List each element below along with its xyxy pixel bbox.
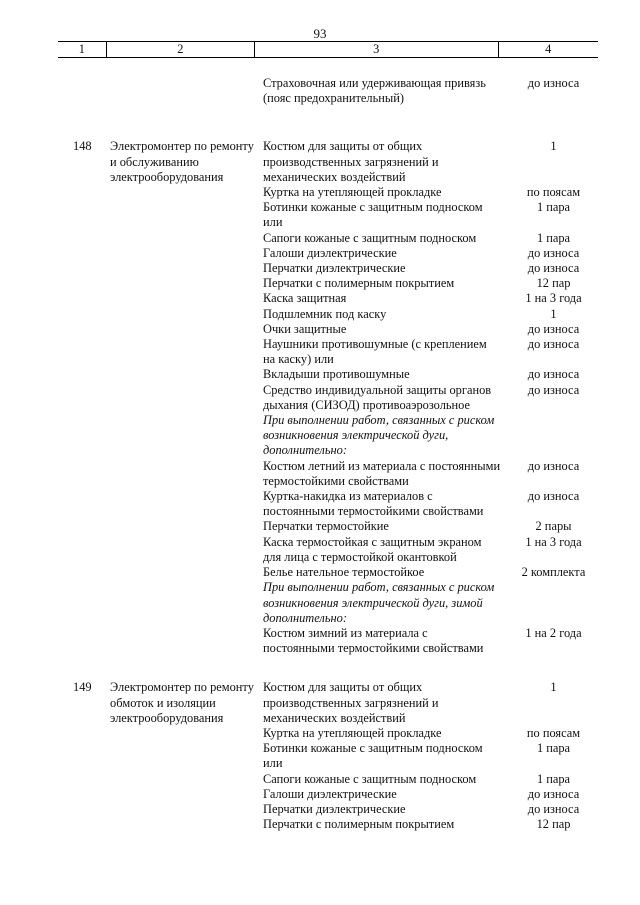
ppe-item-norm: 1 <box>550 139 557 154</box>
table-row <box>0 413 640 459</box>
ppe-item-norm: 1 на 3 года <box>525 291 582 306</box>
ppe-item-norm: 1 пара <box>536 771 571 786</box>
ppe-item-name: Сапоги кожаные с защитным подноском <box>263 771 477 786</box>
ppe-item-norm: 1 пара <box>536 741 571 756</box>
ppe-item-norm: 12 пар <box>536 276 571 291</box>
ppe-item-norm: до износа <box>527 382 580 397</box>
table-row <box>0 565 640 580</box>
table-row <box>0 626 640 656</box>
entry-group <box>0 139 640 656</box>
ppe-item-name: Очки защитные <box>263 321 347 336</box>
ppe-item-norm: по поясам <box>526 185 581 200</box>
ppe-item-norm: до износа <box>527 801 580 816</box>
ppe-item-norm: 1 на 3 года <box>525 534 582 549</box>
ppe-item-norm <box>501 580 606 626</box>
column-header-4: 4 <box>545 42 552 56</box>
ppe-item-norm: 12 пар <box>536 817 571 832</box>
entry-number: 149 <box>73 680 92 695</box>
table-row <box>0 200 640 230</box>
table-row <box>0 726 640 741</box>
ppe-item-name: Костюм летний из материала с постоянными термостойкими свойствами <box>263 458 501 488</box>
ppe-item-name: Куртка на утепляющей прокладке <box>263 185 442 200</box>
table-row <box>0 291 640 306</box>
table-row <box>0 367 640 382</box>
entry-number: 148 <box>73 139 92 154</box>
table-row <box>0 261 640 276</box>
ppe-item-name: Костюм для защиты от общих производственных загрязнений и механических воздействий <box>263 680 439 725</box>
ppe-item-name: Каска защитная <box>263 291 347 306</box>
table-row <box>0 772 640 787</box>
table-row <box>0 76 640 106</box>
page-number: 93 <box>313 26 327 41</box>
ppe-item-norm <box>501 413 606 459</box>
profession-name: Электромонтер по ремонту обмоток и изоляции электрооборудования <box>110 680 254 725</box>
table-row <box>0 802 640 817</box>
ppe-item-norm: 1 пара <box>536 200 571 215</box>
table-row <box>0 741 640 771</box>
ppe-item-name: Подшлемник под каску <box>263 306 387 321</box>
ppe-item-norm: до износа <box>527 786 580 801</box>
table-row <box>0 307 640 322</box>
table-row <box>0 231 640 246</box>
ppe-item-name: Костюм для защиты от общих производственных загрязнений и механических воздействий <box>263 139 439 184</box>
ppe-item-name: Костюм зимний из материала с постоянными термостойкими свойствами <box>263 625 484 656</box>
table-row <box>0 322 640 337</box>
ppe-item-norm: до износа <box>527 367 580 382</box>
table-row <box>0 489 640 519</box>
condition-note: При выполнении работ, связанных с риском возникновения электрической дуги, дополнительно: <box>263 413 495 458</box>
ppe-item-norm: до износа <box>527 76 580 90</box>
table-row <box>0 817 640 832</box>
column-header-1: 1 <box>58 42 107 57</box>
ppe-item-name: Каска термостойкая с защитным экраном для лица с термостойкой окантовкой <box>263 534 482 564</box>
ppe-item-name: Перчатки термостойкие <box>263 519 389 534</box>
table-row <box>0 276 640 291</box>
entry-group <box>0 680 640 832</box>
ppe-item-norm: 1 на 2 года <box>525 625 582 640</box>
ppe-item-name: Наушники противошумные (с креплением на каску) или <box>263 337 487 367</box>
ppe-item-name: Ботинки кожаные с защитным подноском или <box>263 741 483 771</box>
ppe-item-name: Перчатки с полимерным покрытием <box>263 276 455 291</box>
ppe-item-name: Вкладыши противошумные <box>263 367 410 382</box>
ppe-item-name: Куртка на утепляющей прокладке <box>263 725 442 740</box>
table-row <box>0 185 640 200</box>
table-row <box>0 580 640 626</box>
column-header-2: 2 <box>107 42 255 57</box>
ppe-item-norm: 1 <box>550 306 557 321</box>
ppe-item-norm: 1 <box>550 680 557 695</box>
ppe-item-name: Перчатки диэлектрические <box>263 261 406 276</box>
ppe-item-name: Галоши диэлектрические <box>263 245 397 260</box>
profession-name: Электромонтер по ремонту и обслуживанию электрооборудования <box>110 139 254 184</box>
ppe-item-norm: 2 комплекта <box>521 565 586 580</box>
ppe-item-norm: до износа <box>527 261 580 276</box>
ppe-item-norm: 1 пара <box>536 230 571 245</box>
ppe-item-name: Ботинки кожаные с защитным подноском или <box>263 200 483 230</box>
ppe-item-name: Средство индивидуальной защиты органов дыхания (СИЗОД) противоаэрозольное <box>263 382 492 412</box>
table-row <box>0 787 640 802</box>
condition-note: При выполнении работ, связанных с риском возникновения электрической дуги, зимой дополнительно: <box>263 580 495 625</box>
ppe-item-norm: до износа <box>527 245 580 260</box>
table-row <box>0 337 640 367</box>
ppe-item-norm: до износа <box>527 458 580 473</box>
ppe-item-name: Белье нательное термостойкое <box>263 565 425 580</box>
table-row <box>0 459 640 489</box>
ppe-item-name: Галоши диэлектрические <box>263 786 397 801</box>
table-row <box>0 246 640 261</box>
continuation-group <box>0 76 640 106</box>
ppe-item-name: Перчатки с полимерным покрытием <box>263 817 455 832</box>
table-row <box>0 535 640 565</box>
ppe-item-name: Страховочная или удерживающая привязь (пояс предохранительный) <box>263 76 486 106</box>
table-body <box>0 76 640 832</box>
ppe-item-norm: до износа <box>527 489 580 504</box>
ppe-item-norm: до износа <box>527 321 580 336</box>
ppe-item-norm: по поясам <box>526 725 581 740</box>
ppe-item-name: Куртка-накидка из материалов с постоянными термостойкими свойствами <box>263 489 484 519</box>
column-header-3: 3 <box>255 42 499 57</box>
table-header <box>58 41 598 58</box>
ppe-item-norm: до износа <box>527 337 580 352</box>
ppe-item-name: Сапоги кожаные с защитным подноском <box>263 230 477 245</box>
table-row <box>0 383 640 413</box>
ppe-item-norm: 2 пары <box>535 519 572 534</box>
ppe-item-name: Перчатки диэлектрические <box>263 801 406 816</box>
table-row <box>0 519 640 534</box>
